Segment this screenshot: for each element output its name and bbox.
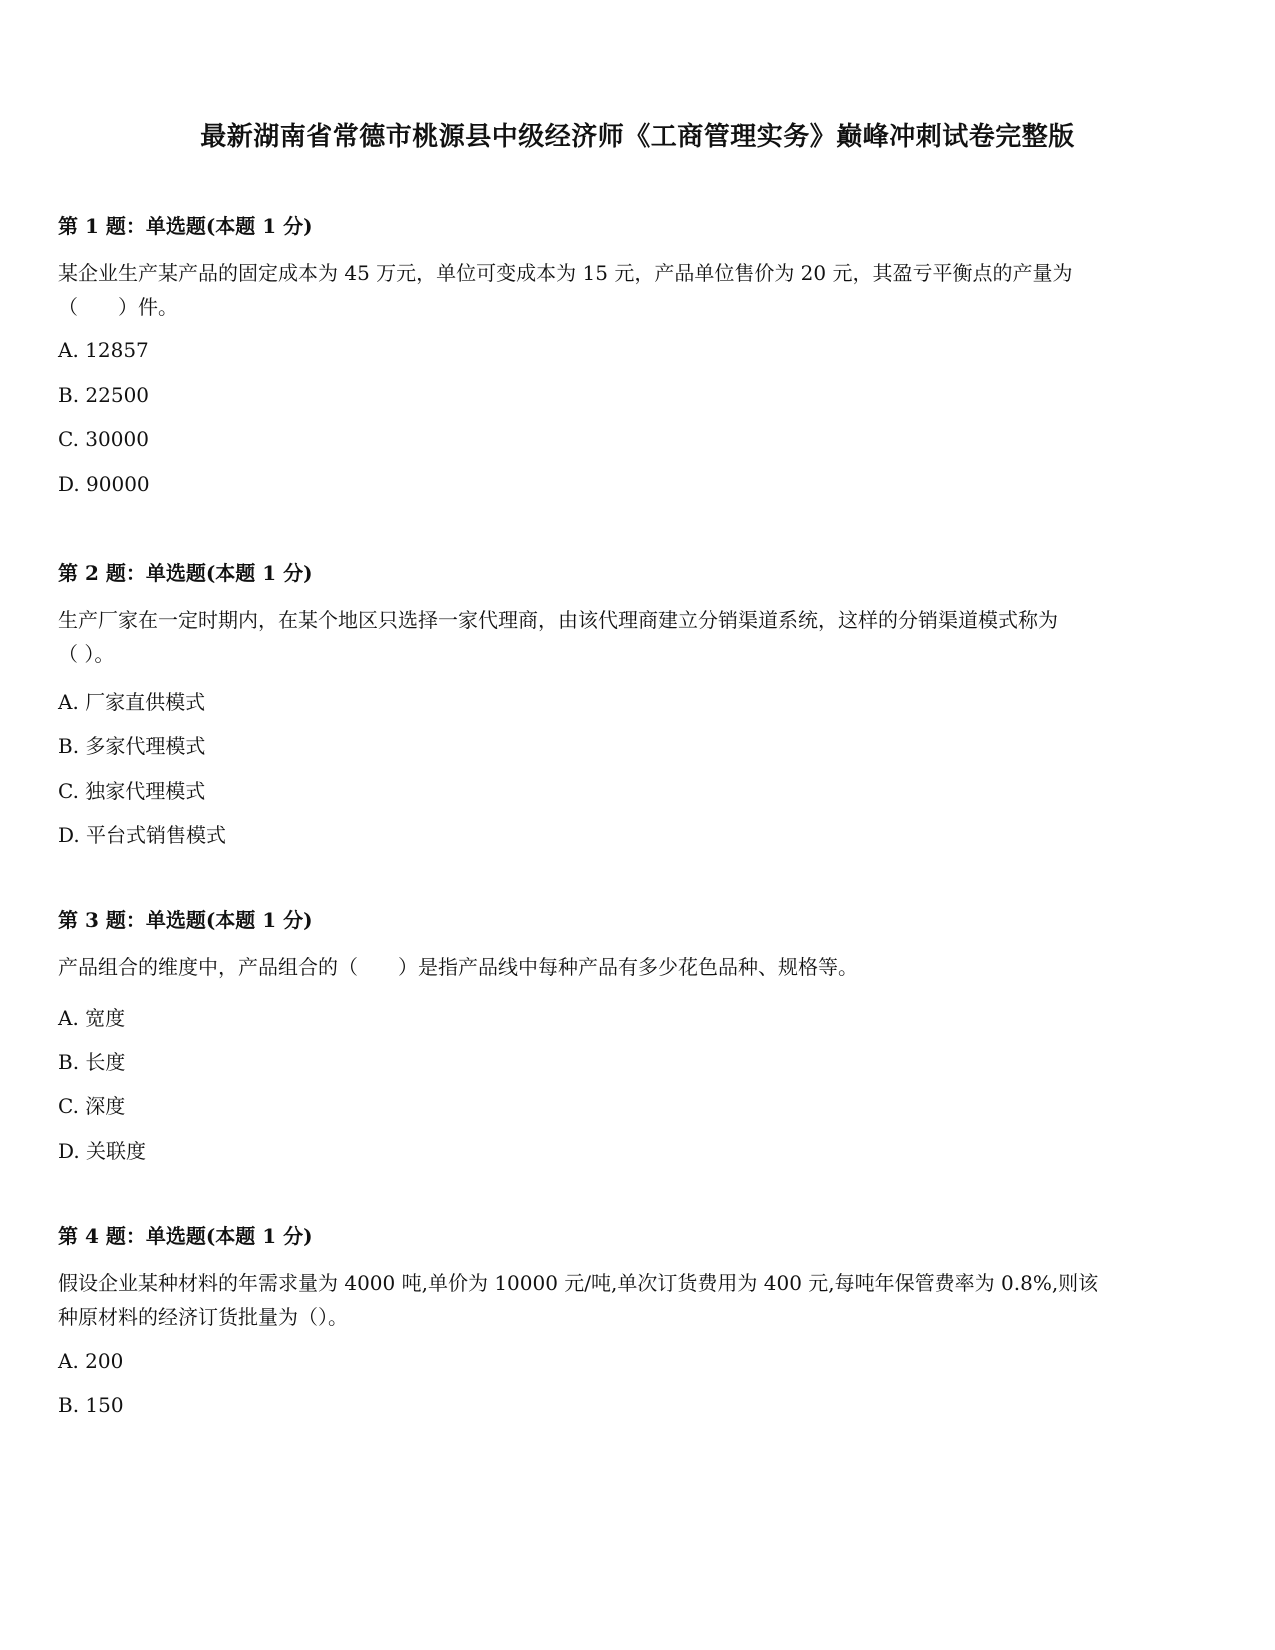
question-1-option-a: A. 12857 <box>58 338 149 362</box>
question-2-header: 第 2 题：单选题(本题 1 分) <box>58 561 313 585</box>
question-3-header: 第 3 题：单选题(本题 1 分) <box>58 908 313 932</box>
question-1-option-b: B. 22500 <box>58 383 150 407</box>
question-4-option-b: B. 150 <box>58 1393 124 1417</box>
page-title: 最新湖南省常德市桃源县中级经济师《工商管理实务》巅峰冲刺试卷完整版 <box>200 122 1075 152</box>
question-1-stem <box>58 256 1218 324</box>
question-3-option-d: D. 关联度 <box>58 1139 147 1163</box>
question-3-option-b: B. 长度 <box>58 1050 126 1074</box>
question-4-stem-line-2: 种原材料的经济订货批量为（）。 <box>58 1305 348 1329</box>
question-1-stem-line-1: 某企业生产某产品的固定成本为 45 万元，单位可变成本为 15 元，产品单位售价为 20 元，其盈亏平衡点的产量为 <box>58 261 1073 285</box>
question-3-option-a: A. 宽度 <box>58 1006 126 1030</box>
question-4-header: 第 4 题：单选题(本题 1 分) <box>58 1224 313 1248</box>
question-4-option-a: A. 200 <box>58 1349 124 1373</box>
question-1-option-c: C. 30000 <box>58 427 149 451</box>
question-2-option-a: A. 厂家直供模式 <box>58 690 206 714</box>
question-3-option-c: C. 深度 <box>58 1094 126 1118</box>
question-1-option-d: D. 90000 <box>58 472 150 496</box>
question-1-header: 第 1 题：单选题(本题 1 分) <box>58 214 313 238</box>
question-2-option-b: B. 多家代理模式 <box>58 734 206 758</box>
question-2-option-d: D. 平台式销售模式 <box>58 823 227 847</box>
question-4-stem <box>58 1266 1218 1334</box>
question-1-stem-line-2: （ ）件。 <box>58 295 178 319</box>
question-2-stem-line-2: （ ）。 <box>58 642 115 666</box>
question-2-stem <box>58 603 1218 671</box>
question-4-stem-line-1: 假设企业某种材料的年需求量为 4000 吨,单价为 10000 元/吨,单次订货费用为 400 元,每吨年保管费率为 0.8%,则该 <box>58 1271 1099 1295</box>
question-3-stem <box>58 950 1218 984</box>
question-2-option-c: C. 独家代理模式 <box>58 779 206 803</box>
question-3-stem-line-1: 产品组合的维度中，产品组合的（ ）是指产品线中每种产品有多少花色品种、规格等。 <box>58 955 858 979</box>
question-2-stem-line-1: 生产厂家在一定时期内，在某个地区只选择一家代理商，由该代理商建立分销渠道系统，这样的分销渠道模式称为 <box>58 608 1058 632</box>
